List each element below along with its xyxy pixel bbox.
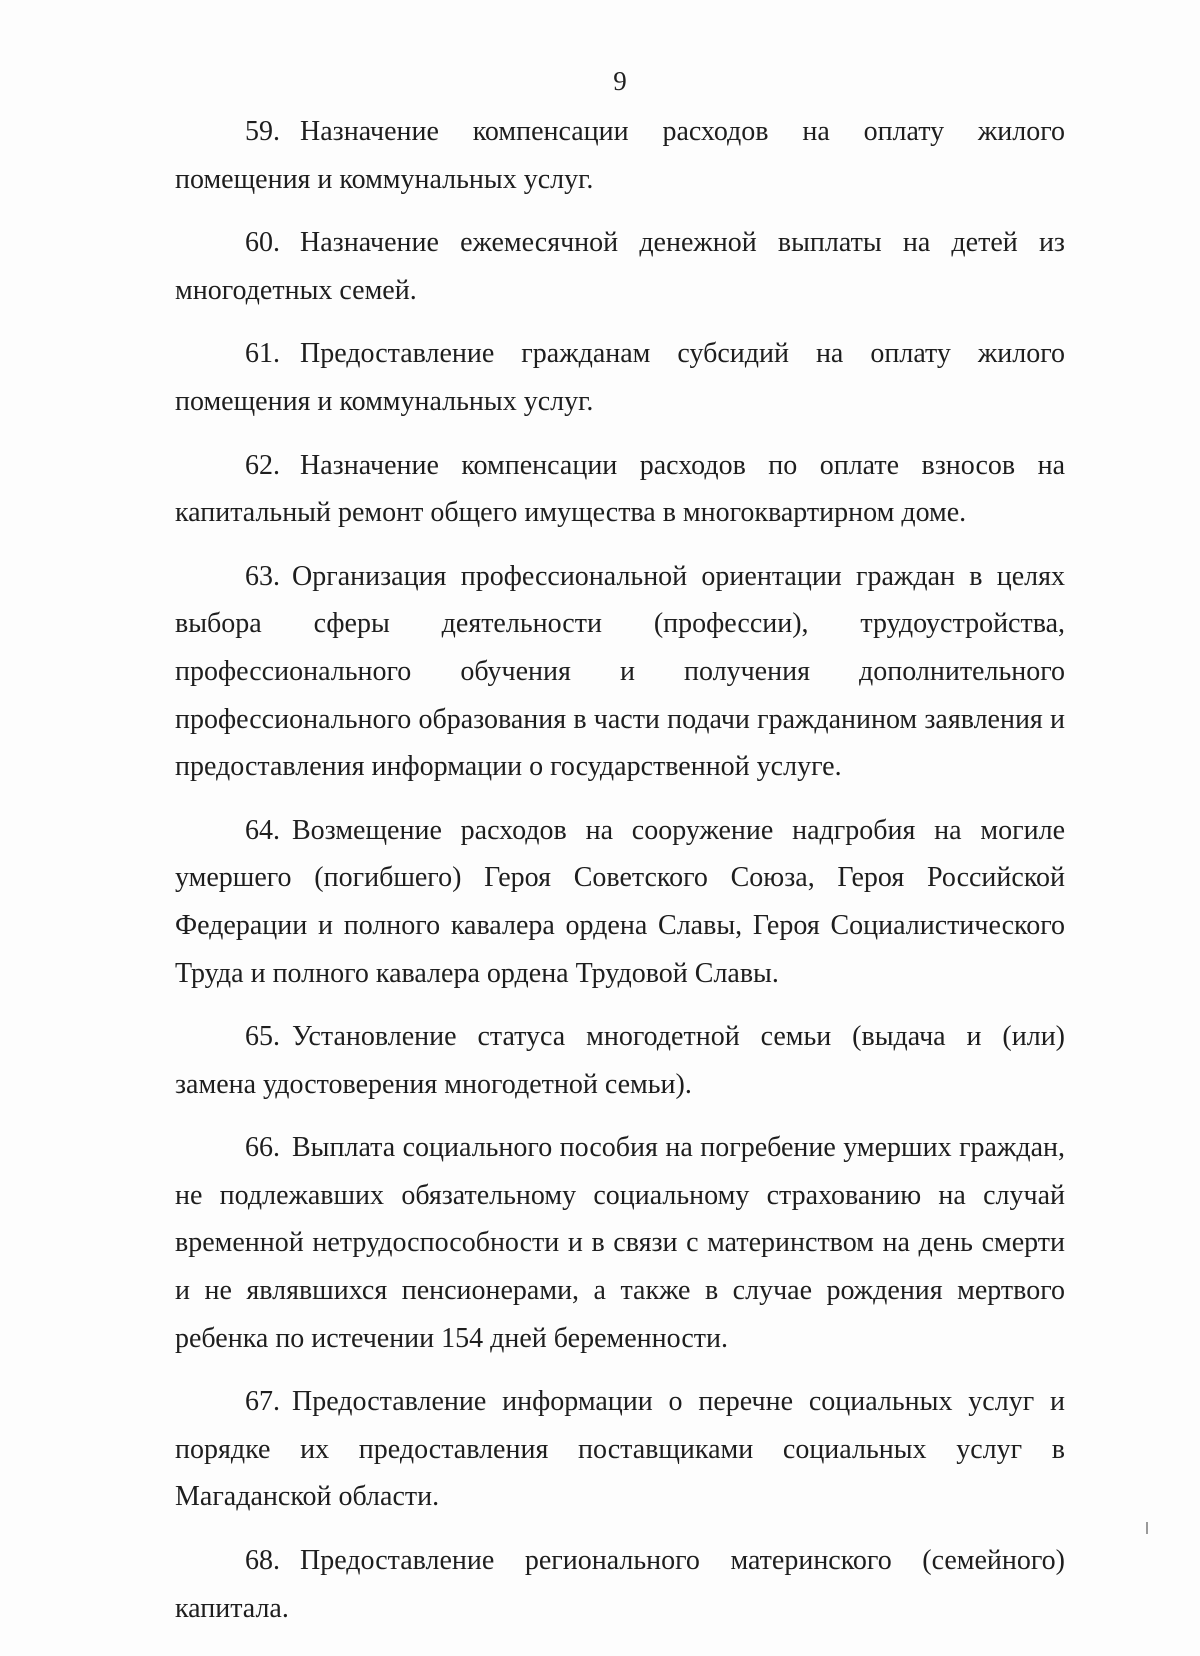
item-text: Назначение компенсации расходов на оплату жилого помещения и коммунальных услуг. xyxy=(175,116,1065,195)
item-number: 68. xyxy=(245,1545,280,1577)
item-number: 66. xyxy=(245,1132,280,1164)
item-number: 64. xyxy=(245,814,280,846)
list-item xyxy=(175,108,1065,203)
item-number: 65. xyxy=(245,1021,280,1053)
list-item xyxy=(175,553,1065,791)
list-item xyxy=(175,219,1065,314)
item-text: Назначение ежемесячной денежной выплаты на детей из многодетных семей. xyxy=(175,227,1065,306)
item-number: 59. xyxy=(245,116,280,147)
item-text: Установление статуса многодетной семьи (выдача и (или) замена удостоверения многодетной семьи). xyxy=(175,1021,1065,1100)
item-number: 60. xyxy=(245,227,280,259)
item-text: Предоставление регионального материнского (семейного) капитала. xyxy=(175,1545,1065,1624)
list-item xyxy=(175,330,1065,425)
item-text: Предоставление информации о перечне социальных услуг и порядке их предоставления поставщиками социальных услуг в Магаданской области. xyxy=(175,1386,1065,1513)
page-number: 9 xyxy=(613,66,627,96)
item-number: 63. xyxy=(245,560,280,592)
list-item xyxy=(175,1378,1065,1521)
item-text: Предоставление гражданам субсидий на оплату жилого помещения и коммунальных услуг. xyxy=(175,338,1065,417)
list-item xyxy=(175,442,1065,537)
item-text: Возмещение расходов на сооружение надгробия на могиле умершего (погибшего) Героя Советского Союза, Героя Российской Федерации и полного кавалера ордена Славы, Героя Социалистического Труда и полного кавалера ордена Трудовой Славы. xyxy=(175,814,1065,989)
scan-mark xyxy=(1146,1522,1148,1534)
list-item xyxy=(175,1537,1065,1632)
list-item xyxy=(175,1124,1065,1362)
item-number: 61. xyxy=(245,338,280,370)
list-item xyxy=(175,1013,1065,1108)
item-text: Выплата социального пособия на погребение умерших граждан, не подлежавших обязательному социальному страхованию на случай временной нетрудоспособности и в связи с материнством на день смерти и не являвшихся пенсионерами, а также в случае рождения мертвого ребенка по истечении 154 дней беременности. xyxy=(175,1132,1065,1354)
list-item xyxy=(175,807,1065,997)
item-number: 67. xyxy=(245,1386,280,1418)
item-number: 62. xyxy=(245,449,280,481)
item-text: Назначение компенсации расходов по оплате взносов на капитальный ремонт общего имущества в многоквартирном доме. xyxy=(175,449,1065,529)
item-list xyxy=(175,108,1065,1648)
item-text: Организация профессиональной ориентации граждан в целях выбора сферы деятельности (профессии), трудоустройства, профессионального обучения и получения дополнительного профессионального образования в части подачи гражданином заявления и предоставления информации о государственной услуге. xyxy=(175,560,1065,783)
